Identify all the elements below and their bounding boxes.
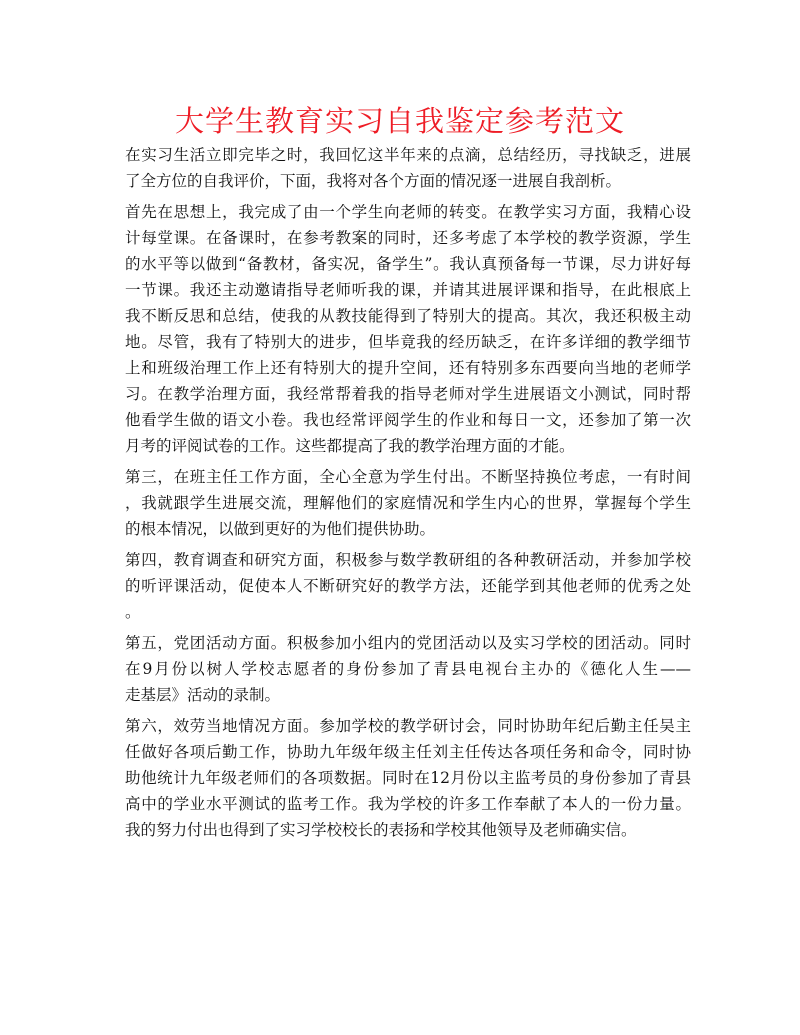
paragraph-line: 他看学生做的语文小卷。我也经常评阅学生的作业和每日一文，还参加了第一次 xyxy=(125,411,691,429)
paragraph xyxy=(125,142,691,194)
paragraph-line: ，我就跟学生进展交流，理解他们的家庭情况和学生内心的世界，掌握每个学生 xyxy=(125,494,691,512)
document-body xyxy=(125,142,691,848)
paragraph-line: 上和班级治理工作上还有特别大的提升空间，还有特别多东西要向当地的老师学 xyxy=(125,359,691,377)
paragraph-line: 一节课。我还主动邀请指导老师听我的课，并请其进展评课和指导，在此根底上 xyxy=(125,281,691,299)
paragraph-line: 第三，在班主任工作方面，全心全意为学生付出。不断坚持换位考虑，一有时间 xyxy=(125,468,691,486)
paragraph-line: 我的努力付出也得到了实习学校校长的表扬和学校其他领导及老师确实信。 xyxy=(125,821,637,839)
paragraph-line: 首先在思想上，我完成了由一个学生向老师的转变。在教学实习方面，我精心设 xyxy=(125,203,691,221)
paragraph-line: 的听评课活动，促使本人不断研究好的教学方法，还能学到其他老师的优秀之处 xyxy=(125,577,691,595)
paragraph-line: 我不断反思和总结，使我的从教技能得到了特别大的提高。其次，我还积极主动 xyxy=(125,307,691,325)
paragraph-line: 高中的学业水平测试的监考工作。我为学校的许多工作奉献了本人的一份力量。 xyxy=(125,795,691,813)
paragraph-line: 。 xyxy=(125,603,141,621)
paragraph-line: 第五，党团活动方面。积极参加小组内的党团活动以及实习学校的团活动。同时 xyxy=(125,634,691,652)
paragraph-line: 第四，教育调查和研究方面，积极参与数学教研组的各种教研活动，并参加学校 xyxy=(125,551,691,569)
paragraph-line: 在9月份以树人学校志愿者的身份参加了青县电视台主办的《德化人生—— xyxy=(125,660,691,678)
paragraph xyxy=(125,464,691,542)
paragraph-line: 第六，效劳当地情况方面。参加学校的教学研讨会，同时协助年纪后勤主任吴主 xyxy=(125,717,691,735)
paragraph xyxy=(125,630,691,708)
paragraph-line: 月考的评阅试卷的工作。这些都提高了我的教学治理方面的才能。 xyxy=(125,437,575,455)
paragraph-line: 助他统计九年级老师们的各项数据。同时在12月份以主监考员的身份参加了青县 xyxy=(125,769,691,787)
paragraph-line: 计每堂课。在备课时，在参考教案的同时，还多考虑了本学校的教学资源，学生 xyxy=(125,229,691,247)
paragraph-line: 的根本情况，以做到更好的为他们提供协助。 xyxy=(125,520,436,538)
document-title: 大学生教育实习自我鉴定参考范文 xyxy=(174,104,625,138)
paragraph-line: 地。尽管，我有了特别大的进步，但毕竟我的经历缺乏，在许多详细的教学细节 xyxy=(125,333,691,351)
paragraph-line: 走基层》活动的录制。 xyxy=(125,686,281,704)
paragraph-line: 了全方位的自我评价，下面，我将对各个方面的情况逐一进展自我剖析。 xyxy=(125,172,622,190)
paragraph xyxy=(125,713,691,843)
paragraph-line: 任做好各项后勤工作，协助九年级年级主任刘主任传达各项任务和命令，同时协 xyxy=(125,743,691,761)
paragraph xyxy=(125,547,691,625)
paragraph-line: 习。在教学治理方面，我经常帮着我的指导老师对学生进展语文小测试，同时帮 xyxy=(125,385,691,403)
paragraph-line: 的水平等以做到“备教材，备实况，备学生”。我认真预备每一节课，尽力讲好每 xyxy=(125,255,691,273)
paragraph-line: 在实习生活立即完毕之时，我回忆这半年来的点滴，总结经历，寻找缺乏，进展 xyxy=(125,146,691,164)
paragraph xyxy=(125,199,691,459)
